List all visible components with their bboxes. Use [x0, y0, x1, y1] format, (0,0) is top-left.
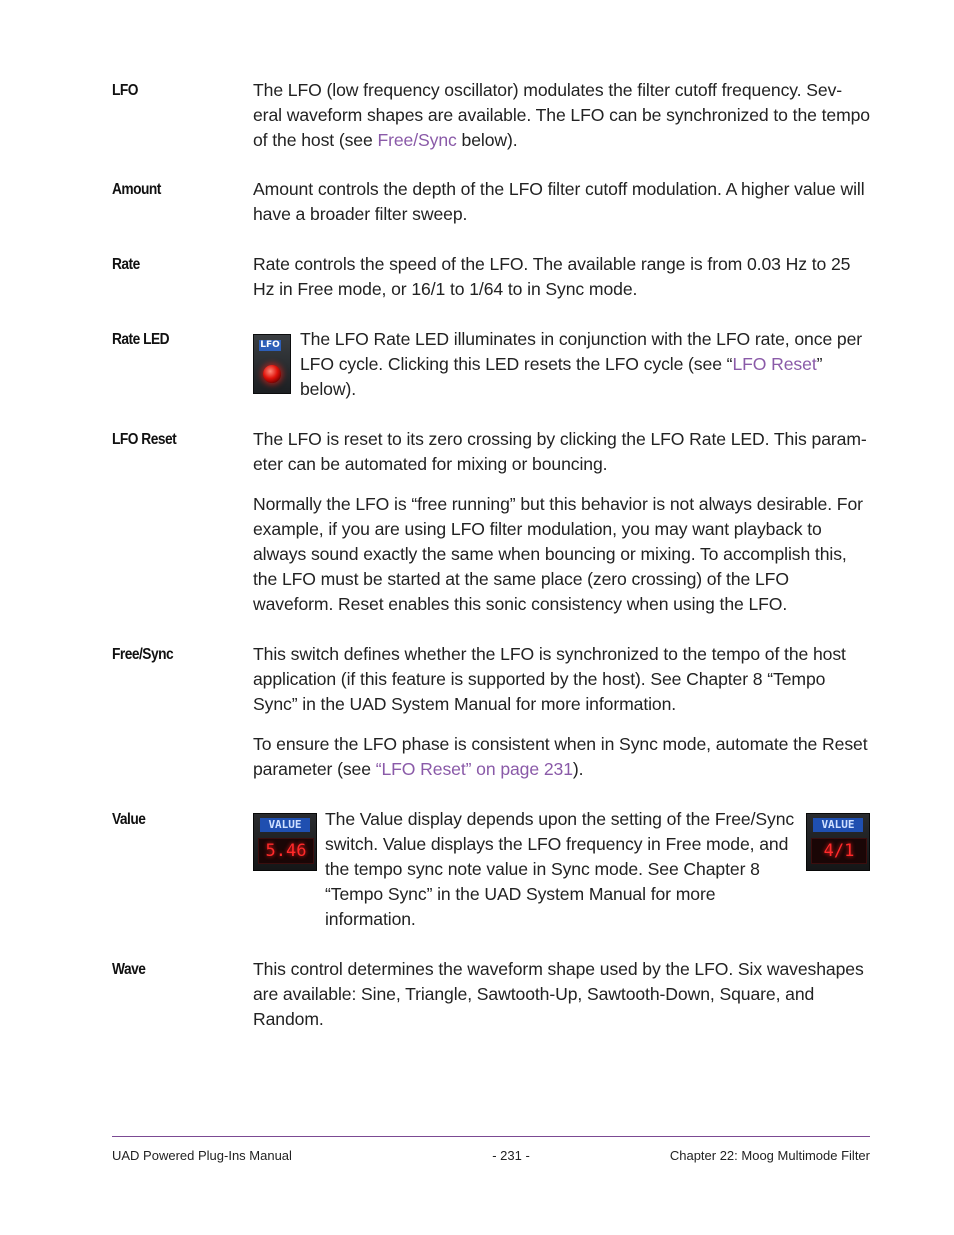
term-amount: Amount [112, 181, 161, 198]
value-display-free [253, 813, 317, 871]
value-readout-free: 5.46 [258, 838, 314, 864]
value-display-sync [806, 813, 870, 871]
footer-rule [112, 1136, 870, 1137]
term-lfo-reset: LFO Reset [112, 431, 177, 448]
desc-rate-led [300, 327, 870, 417]
term-lfo: LFO [112, 82, 138, 99]
footer-page-number: - 231 - [492, 1148, 530, 1163]
desc-lfo [253, 78, 870, 168]
desc-rate: Rate controls the speed of the LFO. The available range is from 0.03 Hz to 25 Hz in Free mode, or 16/1 to 1/64 to in Sync mode. [253, 254, 851, 299]
desc-free-sync [253, 642, 870, 797]
desc-rate-led-text-end: ” below). [300, 354, 823, 399]
term-free-sync: Free/Sync [112, 646, 174, 663]
lfo-rate-led-widget[interactable] [253, 334, 291, 394]
link-free-sync[interactable]: Free/Sync [377, 130, 457, 150]
desc-wave: This control determines the waveform shape used by the LFO. Six waveshapes are available: Sine, Triangle, Sawtooth-Up, Sawtooth-Down, Square, and Random. [253, 959, 864, 1029]
value-readout-sync: 4/1 [811, 838, 867, 864]
desc-lfo-text: The LFO (low frequency oscillator) modulates the filter cutoff frequency. Sev-eral waveform shapes are available. The LFO can be synchronized to the tempo of the host (see [253, 80, 870, 150]
desc-lfo-reset-para2: Normally the LFO is “free running” but this behavior is not always desirable. For example, if you are using LFO filter modulation, you may want playback to always sound exactly the same when bouncing or mixing. To accomplish this, the LFO must be started at the same place (zero crossing) of the LFO waveform. Reset enables this sonic consistency when using the LFO. [253, 494, 863, 614]
desc-rate-led-text: The LFO Rate LED illuminates in conjunction with the LFO rate, once per LFO cycle. Clicking this LED resets the LFO cycle (see “ [300, 329, 863, 374]
desc-value: The Value display depends upon the setting of the Free/Sync switch. Value displays the LFO frequency in Free mode, and the tempo sync note value in Sync mode. See Chapter 8 “Tempo Sync” in the UAD System Manual for more information. [325, 809, 795, 929]
desc-lfo-text-end: below). [456, 130, 518, 150]
value-label-sync: VALUE [813, 818, 863, 832]
term-wave: Wave [112, 961, 146, 978]
desc-free-sync-para2: To ensure the LFO phase is consistent when in Sync mode, automate the Reset parameter (see [253, 734, 868, 779]
desc-free-sync-para1: This switch defines whether the LFO is synchronized to the tempo of the host application (if this feature is supported by the host). See Chapter 8 “Tempo Sync” in the UAD System Manual for more information. [253, 644, 846, 714]
link-lfo-reset-page[interactable]: “LFO Reset” on page 231 [375, 759, 573, 779]
desc-amount: Amount controls the depth of the LFO filter cutoff modulation. A higher value will have a broader filter sweep. [253, 179, 865, 224]
term-value: Value [112, 811, 146, 828]
desc-lfo-reset [253, 427, 870, 632]
footer-chapter: Chapter 22: Moog Multimode Filter [669, 1148, 870, 1163]
term-rate-led: Rate LED [112, 331, 170, 348]
footer-manual-title: UAD Powered Plug-Ins Manual [112, 1148, 292, 1163]
lfo-label: LFO [260, 340, 280, 350]
link-lfo-reset[interactable]: LFO Reset [732, 354, 817, 374]
desc-lfo-reset-para1: The LFO is reset to its zero crossing by clicking the LFO Rate LED. This param-eter can be automated for mixing or bouncing. [253, 429, 867, 474]
rate-led-icon[interactable] [263, 365, 281, 383]
term-rate: Rate [112, 256, 140, 273]
desc-free-sync-para2-end: ). [572, 759, 584, 779]
value-label: VALUE [260, 818, 310, 832]
